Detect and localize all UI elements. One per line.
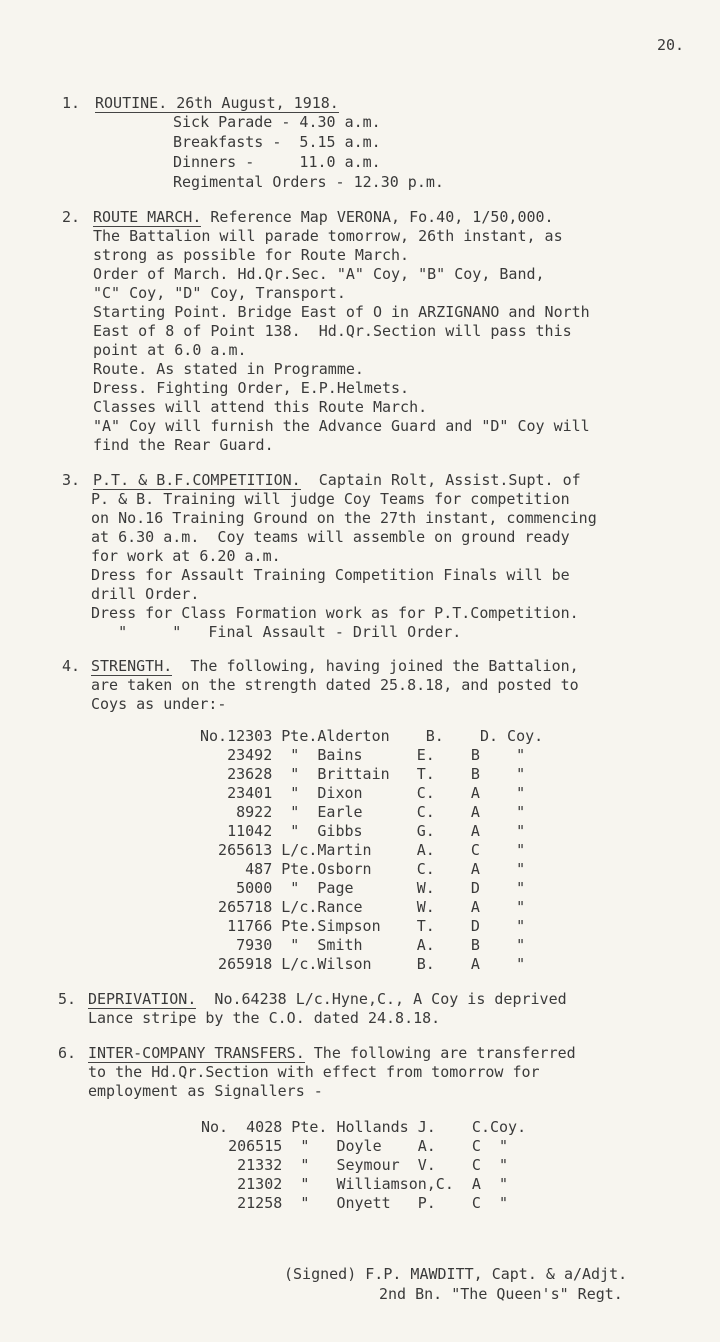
section-2-number: 2.: [62, 208, 81, 226]
section-2-line: Route. As stated in Programme.: [93, 360, 364, 378]
section-1-line: Regimental Orders - 12.30 p.m.: [173, 173, 444, 191]
transfer-row: No. 4028 Pte. Hollands J. C.Coy.: [201, 1118, 527, 1136]
section-3-line: Dress for Class Formation work as for P.T.Competition.: [91, 604, 579, 622]
transfer-row: 21302 " Williamson,C. A ": [201, 1175, 509, 1193]
signature-unit: 2nd Bn. "The Queen's" Regt.: [379, 1285, 623, 1303]
page-number: 20.: [657, 36, 685, 54]
strength-row: 7930 " Smith A. B ": [200, 936, 526, 954]
section-2-line: point at 6.0 a.m.: [93, 341, 247, 359]
strength-row: 8922 " Earle C. A ": [200, 803, 526, 821]
strength-row: 23492 " Bains E. B ": [200, 746, 526, 764]
section-3-line: for work at 6.20 a.m.: [91, 547, 281, 565]
section-2-line: Starting Point. Bridge East of O in ARZIGNANO and North: [93, 303, 590, 321]
strength-row: 11042 " Gibbs G. A ": [200, 822, 526, 840]
section-3-line: on No.16 Training Ground on the 27th instant, commencing: [91, 509, 597, 527]
section-1-heading: ROUTINE. 26th August, 1918.: [95, 94, 339, 112]
section-1-line: Sick Parade - 4.30 a.m.: [173, 113, 381, 131]
section-1-number: 1.: [62, 94, 81, 112]
transfer-row: 21332 " Seymour V. C ": [201, 1156, 509, 1174]
section-6-line: employment as Signallers -: [88, 1082, 323, 1100]
section-3-line: " " Final Assault - Drill Order.: [91, 623, 462, 641]
section-2-line: Order of March. Hd.Qr.Sec. "A" Coy, "B" Coy, Band,: [93, 265, 545, 283]
section-3-number: 3.: [62, 471, 81, 489]
strength-row: No.12303 Pte.Alderton B. D. Coy.: [200, 727, 544, 745]
section-2-line: "A" Coy will furnish the Advance Guard and "D" Coy will: [93, 417, 590, 435]
section-1-line: Breakfasts - 5.15 a.m.: [173, 133, 381, 151]
strength-row: 23628 " Brittain T. B ": [200, 765, 526, 783]
section-2-line: find the Rear Guard.: [93, 436, 274, 454]
section-3-line: at 6.30 a.m. Coy teams will assemble on ground ready: [91, 528, 570, 546]
section-6-line: to the Hd.Qr.Section with effect from tomorrow for: [88, 1063, 540, 1081]
strength-row: 265918 L/c.Wilson B. A ": [200, 955, 526, 973]
section-3-heading-rest: Captain Rolt, Assist.Supt. of: [300, 471, 581, 489]
section-3-heading-line: [93, 471, 581, 489]
section-5-heading-line: [88, 990, 567, 1008]
section-2-line: East of 8 of Point 138. Hd.Qr.Section will pass this: [93, 322, 572, 340]
section-4-line: Coys as under:-: [91, 695, 227, 713]
section-4-line: are taken on the strength dated 25.8.18, and posted to: [91, 676, 579, 694]
transfer-row: 206515 " Doyle A. C ": [201, 1137, 509, 1155]
section-3-line: P. & B. Training will judge Coy Teams for competition: [91, 490, 570, 508]
section-4-heading: STRENGTH.: [91, 657, 173, 675]
strength-row: 23401 " Dixon C. A ": [200, 784, 526, 802]
strength-row: 5000 " Page W. D ": [200, 879, 526, 897]
section-2-line: strong as possible for Route March.: [93, 246, 410, 264]
strength-row: 11766 Pte.Simpson T. D ": [200, 917, 526, 935]
section-2-line: "C" Coy, "D" Coy, Transport.: [93, 284, 346, 302]
section-2-line: Classes will attend this Route March.: [93, 398, 428, 416]
section-2-line: The Battalion will parade tomorrow, 26th instant, as: [93, 227, 563, 245]
section-6-heading-rest: The following are transferred: [304, 1044, 576, 1062]
section-6-number: 6.: [58, 1044, 77, 1062]
section-3-line: Dress for Assault Training Competition Finals will be: [91, 566, 570, 584]
section-3-line: drill Order.: [91, 585, 200, 603]
section-5-line: Lance stripe by the C.O. dated 24.8.18.: [88, 1009, 441, 1027]
strength-row: 265613 L/c.Martin A. C ": [200, 841, 526, 859]
section-4-heading-rest: The following, having joined the Battalion,: [172, 657, 579, 675]
strength-row: 265718 L/c.Rance W. A ": [200, 898, 526, 916]
section-6-heading: INTER-COMPANY TRANSFERS.: [88, 1044, 305, 1062]
signature-line: (Signed) F.P. MAWDITT, Capt. & a/Adjt.: [284, 1265, 628, 1283]
section-4-number: 4.: [62, 657, 81, 675]
section-1-line: Dinners - 11.0 a.m.: [173, 153, 381, 171]
strength-row: 487 Pte.Osborn C. A ": [200, 860, 526, 878]
section-2-line: Dress. Fighting Order, E.P.Helmets.: [93, 379, 410, 397]
section-2-heading-line: [93, 208, 554, 226]
section-2-heading-rest: Reference Map VERONA, Fo.40, 1/50,000.: [201, 208, 554, 226]
section-5-heading-rest: No.64238 L/c.Hyne,C., A Coy is deprived: [196, 990, 567, 1008]
transfer-row: 21258 " Onyett P. C ": [201, 1194, 509, 1212]
section-2-heading: ROUTE MARCH.: [93, 208, 202, 226]
section-6-heading-line: [88, 1044, 576, 1062]
section-4-heading-line: [91, 657, 579, 675]
section-5-heading: DEPRIVATION.: [88, 990, 197, 1008]
section-5-number: 5.: [58, 990, 77, 1008]
section-3-heading: P.T. & B.F.COMPETITION.: [93, 471, 301, 489]
